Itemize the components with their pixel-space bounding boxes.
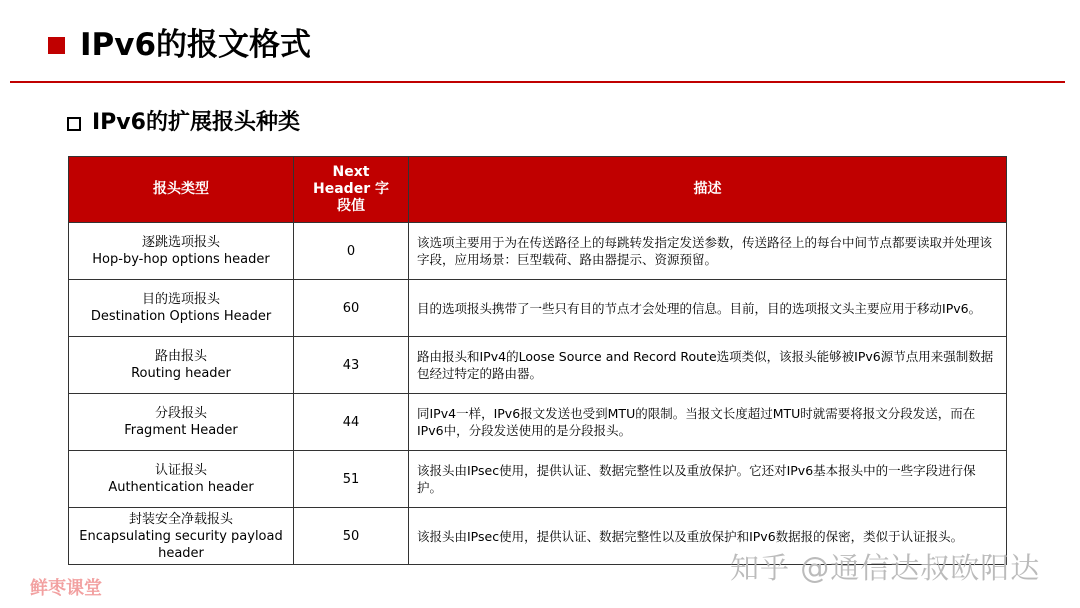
table-row xyxy=(69,394,1007,451)
description-cell: 该报头由IPsec使用，提供认证、数据完整性以及重放保护和IPv6数据报的保密，类似于认证报头。 xyxy=(409,508,1007,565)
extension-header-table xyxy=(68,156,1007,565)
next-header-value: 50 xyxy=(294,508,409,565)
type-cn: 分段报头 xyxy=(154,406,207,421)
type-cn: 认证报头 xyxy=(154,463,207,478)
next-header-value: 44 xyxy=(294,394,409,451)
header-type-cell xyxy=(69,508,294,565)
description-cell: 目的选项报头携带了一些只有目的节点才会处理的信息。目前，目的选项报文头主要应用于移动IPv6。 xyxy=(409,280,1007,337)
watermark-logo: 鲜枣课堂 xyxy=(30,578,102,599)
header-next-header: Next Header 字段值 xyxy=(294,157,409,223)
type-cn: 路由报头 xyxy=(154,349,207,364)
type-cn: 逐跳选项报头 xyxy=(141,235,220,250)
title-divider xyxy=(10,81,1065,83)
watermark-zhihu: 知乎 @通信达叔欧阳达 xyxy=(730,551,1041,585)
table-row xyxy=(69,451,1007,508)
type-en: Destination Options Header xyxy=(90,309,272,324)
type-cn: 目的选项报头 xyxy=(141,292,220,307)
description-cell: 路由报头和IPv4的Loose Source and Record Route选项类似，该报头能够被IPv6源节点用来强制数据包经过特定的路由器。 xyxy=(409,337,1007,394)
next-header-value: 60 xyxy=(294,280,409,337)
section-subtitle: IPv6的扩展报头种类 xyxy=(92,110,300,135)
header-type-cell xyxy=(69,223,294,280)
type-en: Encapsulating security payload header xyxy=(79,528,283,561)
next-header-value: 43 xyxy=(294,337,409,394)
table-row xyxy=(69,337,1007,394)
type-en: Fragment Header xyxy=(124,423,238,438)
header-type-cell xyxy=(69,280,294,337)
description-cell: 该选项主要用于为在传送路径上的每跳转发指定发送参数，传送路径上的每台中间节点都要读取并处理该字段，应用场景：巨型载荷、路由器提示、资源预留。 xyxy=(409,223,1007,280)
table-row xyxy=(69,223,1007,280)
type-cn: 封装安全净载报头 xyxy=(128,511,233,527)
next-header-value: 51 xyxy=(294,451,409,508)
type-en: Routing header xyxy=(131,366,231,381)
header-type-cell xyxy=(69,451,294,508)
page-title: IPv6的报文格式 xyxy=(80,27,312,63)
table-header-row xyxy=(69,157,1007,223)
subtitle-bullet-icon xyxy=(67,117,81,131)
header-type: 报头类型 xyxy=(69,157,294,223)
description-cell: 同IPv4一样，IPv6报文发送也受到MTU的限制。当报文长度超过MTU时就需要将报文分段发送，而在IPv6中，分段发送使用的是分段报头。 xyxy=(409,394,1007,451)
header-type-cell xyxy=(69,394,294,451)
header-type-cell xyxy=(69,337,294,394)
type-en: Hop-by-hop options header xyxy=(92,252,270,267)
header-description: 描述 xyxy=(409,157,1007,223)
type-en: Authentication header xyxy=(108,480,254,495)
description-cell: 该报头由IPsec使用，提供认证、数据完整性以及重放保护。它还对IPv6基本报头中的一些字段进行保护。 xyxy=(409,451,1007,508)
next-header-value: 0 xyxy=(294,223,409,280)
title-bullet-icon xyxy=(48,37,65,54)
table-row xyxy=(69,280,1007,337)
